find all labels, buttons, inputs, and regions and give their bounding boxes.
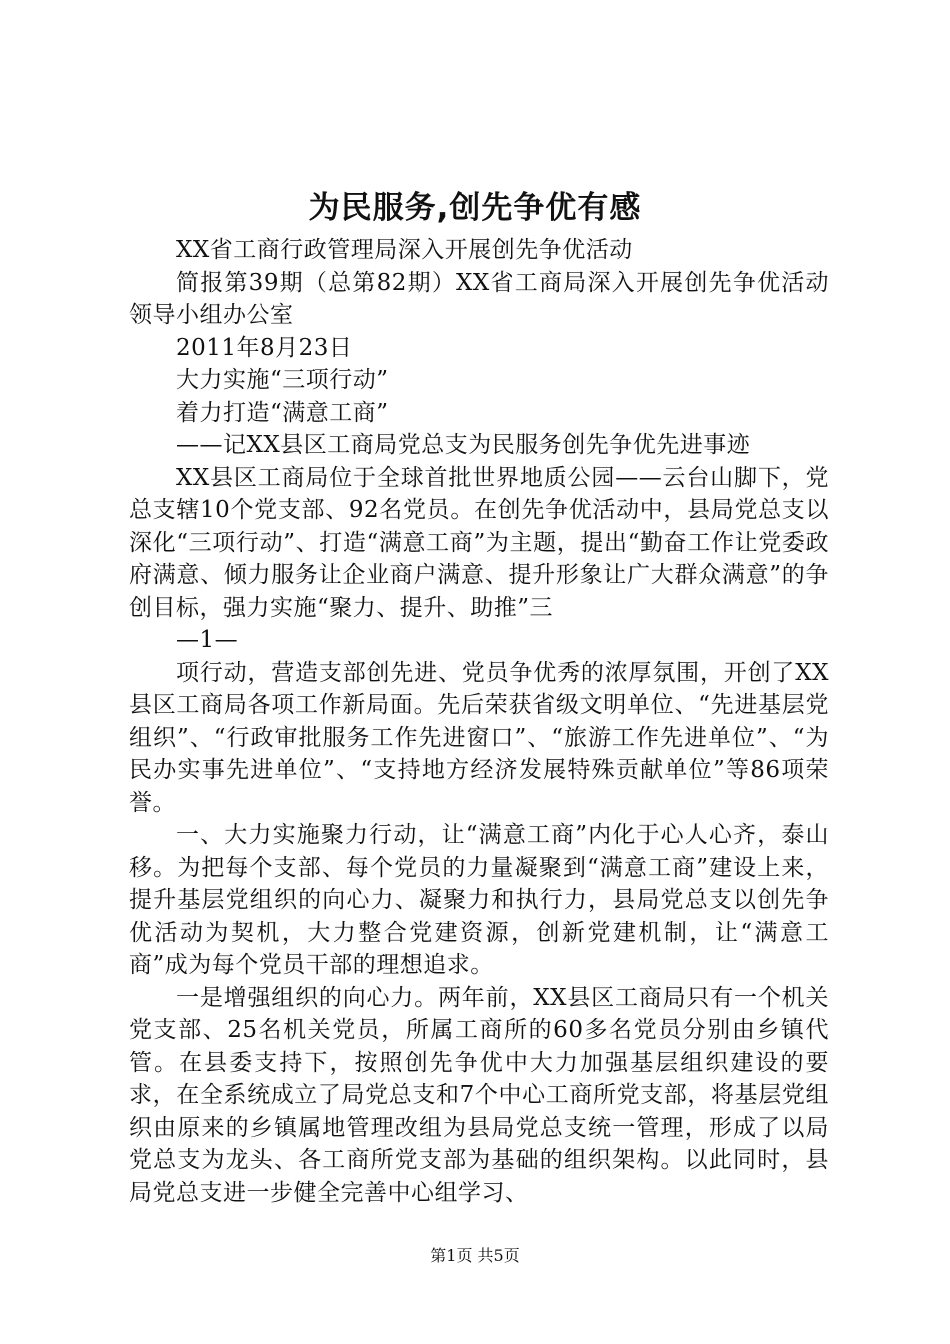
paragraph-honors: 项行动，营造支部创先进、党员争优秀的浓厚氛围，开创了XX县区工商局各项工作新局面。先后荣获省级文明单位、“先进基层党组织”、“行政审批服务工作先进窗口”、“旅游工作先进单位”、“为民办实事先进单位”、“支持地方经济发展特殊贡献单位”等86项荣誉。 (129, 659, 829, 816)
paragraph-inline-page-mark: —1— (176, 627, 239, 653)
paragraph-issuer: XX省工商行政管理局深入开展创先争优活动 (176, 237, 633, 263)
paragraph-date: 2011年8月23日 (176, 334, 353, 361)
document-body (129, 234, 829, 1209)
paragraph-headline-1: 大力实施“三项行动” (176, 367, 389, 393)
paragraph-bulletin-info: 简报第39期（总第82期）XX省工商局深入开展创先争优活动领导小组办公室 (129, 269, 829, 328)
paragraph-organization: 一是增强组织的向心力。两年前，XX县区工商局只有一个机关党支部、25名机关党员，所属工商所的60多名党员分别由乡镇代管。在县委支持下，按照创先争优中大力加强基层组织建设的要求，在全系统成立了局党总支和7个中心工商所党支部，将基层党组织由原来的乡镇属地管理改组为县局党总支统一管理，形成了以局党总支为龙头、各工商所党支部为基础的组织架构。以此同时，县局党总支进一步健全完善中心组学习、 (129, 984, 829, 1206)
paragraph-section-one: 一、大力实施聚力行动，让“满意工商”内化于心人心齐，泰山移。为把每个支部、每个党员的力量凝聚到“满意工商”建设上来，提升基层党组织的向心力、凝聚力和执行力，县局党总支以创先争优活动为契机，大力整合党建资源，创新党建机制，让“满意工商”成为每个党员干部的理想追求。 (129, 822, 829, 978)
paragraph-headline-2: 着力打造“满意工商” (176, 399, 389, 426)
page-number-footer: 第1页 共5页 (430, 1246, 520, 1265)
paragraph-subtitle: ——记XX县区工商局党总支为民服务创先争优先进事迹 (176, 432, 751, 458)
document-title: 为民服务,创先争优有感 (308, 190, 642, 226)
paragraph-intro: XX县区工商局位于全球首批世界地质公园——云台山脚下，党总支辖10个党支部、92名党员。在创先争优活动中，县局党总支以深化“三项行动”、打造“满意工商”为主题，提出“勤奋工作让党委政府满意、倾力服务让企业商户满意、提升形象让广大群众满意”的争创目标，强力实施“聚力、提升、助推”三 (129, 464, 829, 621)
